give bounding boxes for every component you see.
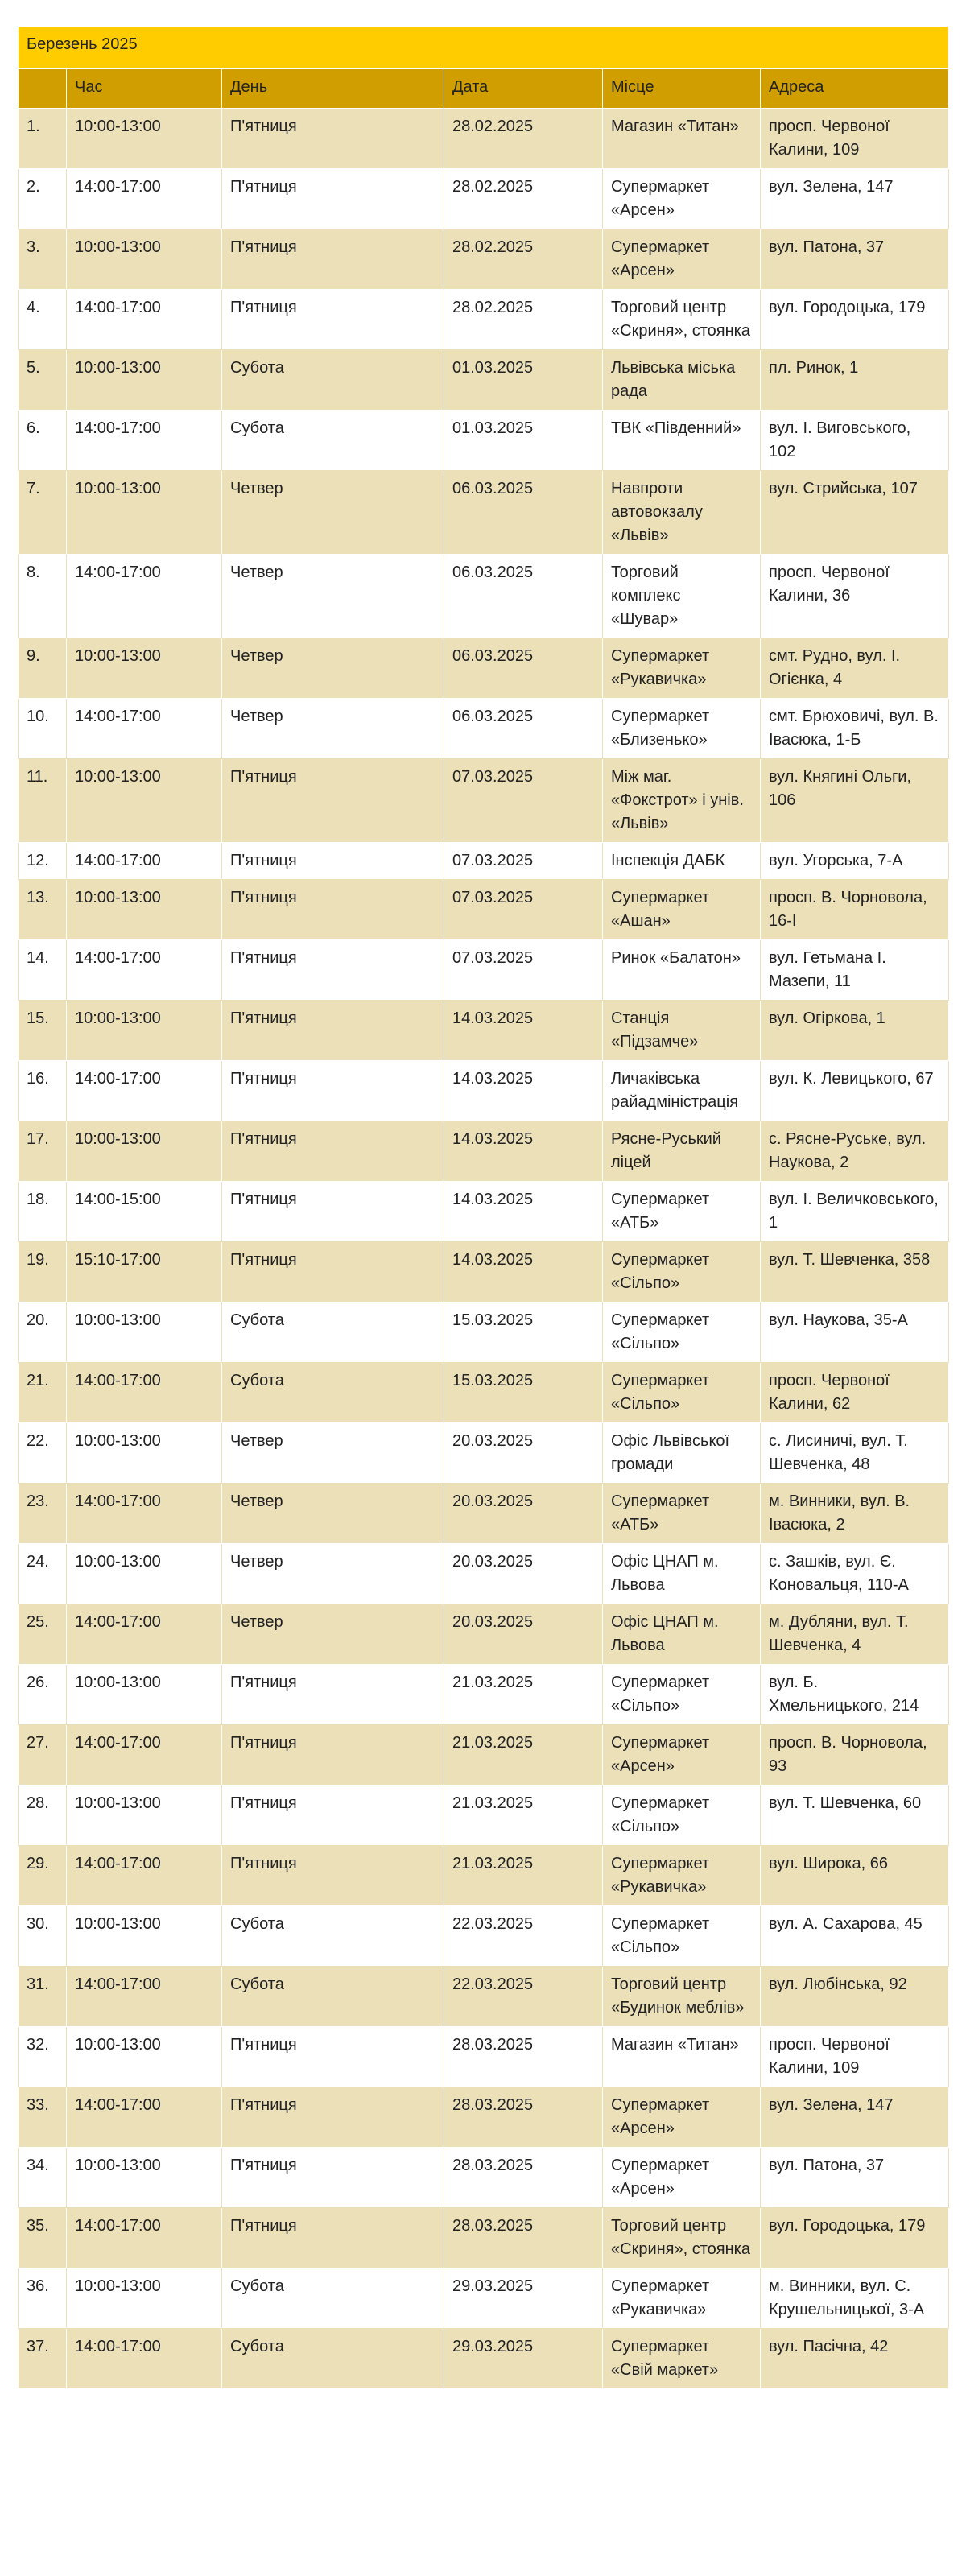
table-row xyxy=(19,1242,949,1302)
date-cell: 21.03.2025 xyxy=(444,1725,603,1785)
row-number-cell: 6. xyxy=(19,411,67,471)
table-row xyxy=(19,1785,949,1846)
place-cell: Магазин «Титан» xyxy=(603,109,761,169)
table-row xyxy=(19,1604,949,1665)
place-cell: Торговий центр «Скриня», стоянка xyxy=(603,2208,761,2268)
address-cell: просп. В. Чорновола, 93 xyxy=(761,1725,949,1785)
row-number-cell: 14. xyxy=(19,940,67,1001)
address-cell: смт. Рудно, вул. І. Огієнка, 4 xyxy=(761,638,949,699)
table-row xyxy=(19,1906,949,1967)
time-cell: 14:00-17:00 xyxy=(67,411,222,471)
address-cell: вул. Городоцька, 179 xyxy=(761,290,949,350)
place-cell: Магазин «Титан» xyxy=(603,2027,761,2087)
day-cell: Субота xyxy=(222,350,444,411)
time-cell: 14:00-17:00 xyxy=(67,169,222,229)
column-header-date: Дата xyxy=(444,69,603,109)
place-cell: Личаківська райадміністрація xyxy=(603,1061,761,1121)
date-cell: 06.03.2025 xyxy=(444,555,603,638)
address-cell: вул. Б. Хмельницького, 214 xyxy=(761,1665,949,1725)
address-cell: вул. Т. Шевченка, 60 xyxy=(761,1785,949,1846)
row-number-cell: 16. xyxy=(19,1061,67,1121)
date-cell: 01.03.2025 xyxy=(444,411,603,471)
day-cell: П'ятниця xyxy=(222,169,444,229)
row-number-cell: 33. xyxy=(19,2087,67,2148)
table-row xyxy=(19,2087,949,2148)
time-cell: 14:00-17:00 xyxy=(67,1967,222,2027)
place-cell: Супермаркет «Сільпо» xyxy=(603,1785,761,1846)
date-cell: 14.03.2025 xyxy=(444,1061,603,1121)
table-row xyxy=(19,1182,949,1242)
address-cell: просп. Червоної Калини, 36 xyxy=(761,555,949,638)
row-number-cell: 34. xyxy=(19,2148,67,2208)
row-number-cell: 5. xyxy=(19,350,67,411)
address-cell: вул. Огіркова, 1 xyxy=(761,1001,949,1061)
row-number-cell: 21. xyxy=(19,1363,67,1423)
place-cell: Офіс ЦНАП м. Львова xyxy=(603,1544,761,1604)
place-cell: Супермаркет «АТБ» xyxy=(603,1182,761,1242)
place-cell: Супермаркет «Сільпо» xyxy=(603,1363,761,1423)
place-cell: Торговий центр «Будинок меблів» xyxy=(603,1967,761,2027)
address-cell: смт. Брюховичі, вул. В. Івасюка, 1-Б xyxy=(761,699,949,759)
place-cell: Супермаркет «Сільпо» xyxy=(603,1302,761,1363)
day-cell: П'ятниця xyxy=(222,229,444,290)
date-cell: 07.03.2025 xyxy=(444,880,603,940)
time-cell: 10:00-13:00 xyxy=(67,1001,222,1061)
date-cell: 22.03.2025 xyxy=(444,1967,603,2027)
day-cell: П'ятниця xyxy=(222,880,444,940)
address-cell: вул. Стрийська, 107 xyxy=(761,471,949,555)
time-cell: 14:00-17:00 xyxy=(67,2329,222,2389)
table-row xyxy=(19,699,949,759)
date-cell: 06.03.2025 xyxy=(444,638,603,699)
row-number-cell: 35. xyxy=(19,2208,67,2268)
date-cell: 28.02.2025 xyxy=(444,169,603,229)
table-row xyxy=(19,1846,949,1906)
table-row xyxy=(19,1001,949,1061)
place-cell: Супермаркет «Арсен» xyxy=(603,169,761,229)
table-row xyxy=(19,411,949,471)
date-cell: 22.03.2025 xyxy=(444,1906,603,1967)
time-cell: 14:00-17:00 xyxy=(67,1604,222,1665)
row-number-cell: 12. xyxy=(19,843,67,880)
row-number-cell: 25. xyxy=(19,1604,67,1665)
date-cell: 20.03.2025 xyxy=(444,1423,603,1484)
day-cell: Субота xyxy=(222,2329,444,2389)
date-cell: 14.03.2025 xyxy=(444,1242,603,1302)
date-cell: 21.03.2025 xyxy=(444,1785,603,1846)
day-cell: П'ятниця xyxy=(222,290,444,350)
place-cell: Ринок «Балатон» xyxy=(603,940,761,1001)
row-number-cell: 3. xyxy=(19,229,67,290)
address-cell: вул. Наукова, 35-А xyxy=(761,1302,949,1363)
day-cell: Четвер xyxy=(222,1423,444,1484)
address-cell: с. Зашків, вул. Є. Коновальця, 110-А xyxy=(761,1544,949,1604)
time-cell: 14:00-17:00 xyxy=(67,2087,222,2148)
row-number-cell: 2. xyxy=(19,169,67,229)
time-cell: 14:00-17:00 xyxy=(67,1725,222,1785)
column-header-place: Місце xyxy=(603,69,761,109)
day-cell: Четвер xyxy=(222,1604,444,1665)
time-cell: 10:00-13:00 xyxy=(67,2268,222,2329)
time-cell: 14:00-17:00 xyxy=(67,1363,222,1423)
date-cell: 15.03.2025 xyxy=(444,1302,603,1363)
day-cell: Субота xyxy=(222,2268,444,2329)
time-cell: 10:00-13:00 xyxy=(67,109,222,169)
column-header-number xyxy=(19,69,67,109)
time-cell: 15:10-17:00 xyxy=(67,1242,222,1302)
time-cell: 10:00-13:00 xyxy=(67,2027,222,2087)
date-cell: 01.03.2025 xyxy=(444,350,603,411)
address-cell: с. Рясне-Руське, вул. Наукова, 2 xyxy=(761,1121,949,1182)
row-number-cell: 26. xyxy=(19,1665,67,1725)
table-header-row xyxy=(19,69,949,109)
table-row xyxy=(19,1363,949,1423)
time-cell: 14:00-17:00 xyxy=(67,290,222,350)
day-cell: П'ятниця xyxy=(222,1785,444,1846)
time-cell: 10:00-13:00 xyxy=(67,1302,222,1363)
day-cell: Субота xyxy=(222,1967,444,2027)
date-cell: 20.03.2025 xyxy=(444,1604,603,1665)
place-cell: Між маг. «Фокстрот» і унів. «Львів» xyxy=(603,759,761,843)
time-cell: 14:00-17:00 xyxy=(67,1061,222,1121)
column-header-day: День xyxy=(222,69,444,109)
address-cell: вул. Пасічна, 42 xyxy=(761,2329,949,2389)
address-cell: вул. Широка, 66 xyxy=(761,1846,949,1906)
time-cell: 14:00-15:00 xyxy=(67,1182,222,1242)
table-row xyxy=(19,843,949,880)
address-cell: вул. Городоцька, 179 xyxy=(761,2208,949,2268)
row-number-cell: 11. xyxy=(19,759,67,843)
day-cell: Субота xyxy=(222,1363,444,1423)
table-row xyxy=(19,638,949,699)
time-cell: 10:00-13:00 xyxy=(67,1544,222,1604)
day-cell: П'ятниця xyxy=(222,2148,444,2208)
address-cell: просп. В. Чорновола, 16-І xyxy=(761,880,949,940)
date-cell: 28.03.2025 xyxy=(444,2087,603,2148)
schedule-table xyxy=(18,26,949,2389)
row-number-cell: 17. xyxy=(19,1121,67,1182)
day-cell: П'ятниця xyxy=(222,2208,444,2268)
time-cell: 10:00-13:00 xyxy=(67,880,222,940)
time-cell: 10:00-13:00 xyxy=(67,1121,222,1182)
time-cell: 10:00-13:00 xyxy=(67,350,222,411)
place-cell: Офіс Львівської громади xyxy=(603,1423,761,1484)
time-cell: 10:00-13:00 xyxy=(67,1665,222,1725)
time-cell: 10:00-13:00 xyxy=(67,229,222,290)
place-cell: Львівська міська рада xyxy=(603,350,761,411)
row-number-cell: 4. xyxy=(19,290,67,350)
row-number-cell: 15. xyxy=(19,1001,67,1061)
day-cell: Четвер xyxy=(222,638,444,699)
row-number-cell: 23. xyxy=(19,1484,67,1544)
table-title-row xyxy=(19,27,949,69)
time-cell: 10:00-13:00 xyxy=(67,1906,222,1967)
place-cell: ТВК «Південний» xyxy=(603,411,761,471)
day-cell: П'ятниця xyxy=(222,1001,444,1061)
date-cell: 07.03.2025 xyxy=(444,940,603,1001)
row-number-cell: 29. xyxy=(19,1846,67,1906)
place-cell: Супермаркет «Арсен» xyxy=(603,2087,761,2148)
row-number-cell: 28. xyxy=(19,1785,67,1846)
column-header-time: Час xyxy=(67,69,222,109)
table-row xyxy=(19,1484,949,1544)
day-cell: Субота xyxy=(222,411,444,471)
date-cell: 20.03.2025 xyxy=(444,1544,603,1604)
time-cell: 14:00-17:00 xyxy=(67,1484,222,1544)
address-cell: вул. Зелена, 147 xyxy=(761,2087,949,2148)
address-cell: просп. Червоної Калини, 109 xyxy=(761,109,949,169)
place-cell: Торговий центр «Скриня», стоянка xyxy=(603,290,761,350)
address-cell: вул. К. Левицького, 67 xyxy=(761,1061,949,1121)
table-row xyxy=(19,1665,949,1725)
day-cell: П'ятниця xyxy=(222,1725,444,1785)
place-cell: Станція «Підзамче» xyxy=(603,1001,761,1061)
place-cell: Супермаркет «Ашан» xyxy=(603,880,761,940)
day-cell: П'ятниця xyxy=(222,940,444,1001)
day-cell: П'ятниця xyxy=(222,1665,444,1725)
date-cell: 28.03.2025 xyxy=(444,2027,603,2087)
date-cell: 28.02.2025 xyxy=(444,109,603,169)
place-cell: Рясне-Руський ліцей xyxy=(603,1121,761,1182)
date-cell: 14.03.2025 xyxy=(444,1182,603,1242)
date-cell: 15.03.2025 xyxy=(444,1363,603,1423)
time-cell: 14:00-17:00 xyxy=(67,699,222,759)
place-cell: Супермаркет «Сільпо» xyxy=(603,1242,761,1302)
table-title: Березень 2025 xyxy=(19,27,949,69)
date-cell: 28.03.2025 xyxy=(444,2208,603,2268)
time-cell: 10:00-13:00 xyxy=(67,471,222,555)
date-cell: 28.02.2025 xyxy=(444,290,603,350)
time-cell: 10:00-13:00 xyxy=(67,2148,222,2208)
place-cell: Інспекція ДАБК xyxy=(603,843,761,880)
date-cell: 28.03.2025 xyxy=(444,2148,603,2208)
column-header-address: Адреса xyxy=(761,69,949,109)
place-cell: Офіс ЦНАП м. Львова xyxy=(603,1604,761,1665)
place-cell: Супермаркет «Сільпо» xyxy=(603,1906,761,1967)
date-cell: 07.03.2025 xyxy=(444,759,603,843)
row-number-cell: 18. xyxy=(19,1182,67,1242)
day-cell: Субота xyxy=(222,1906,444,1967)
day-cell: П'ятниця xyxy=(222,759,444,843)
day-cell: Субота xyxy=(222,1302,444,1363)
place-cell: Супермаркет «Рукавичка» xyxy=(603,638,761,699)
day-cell: П'ятниця xyxy=(222,1121,444,1182)
day-cell: П'ятниця xyxy=(222,2027,444,2087)
place-cell: Супермаркет «Сільпо» xyxy=(603,1665,761,1725)
address-cell: с. Лисиничі, вул. Т. Шевченка, 48 xyxy=(761,1423,949,1484)
row-number-cell: 7. xyxy=(19,471,67,555)
place-cell: Супермаркет «Близенько» xyxy=(603,699,761,759)
table-row xyxy=(19,555,949,638)
time-cell: 14:00-17:00 xyxy=(67,843,222,880)
table-row xyxy=(19,759,949,843)
day-cell: Четвер xyxy=(222,1484,444,1544)
time-cell: 10:00-13:00 xyxy=(67,1423,222,1484)
row-number-cell: 20. xyxy=(19,1302,67,1363)
time-cell: 10:00-13:00 xyxy=(67,1785,222,1846)
table-row xyxy=(19,1544,949,1604)
table-row xyxy=(19,2329,949,2389)
day-cell: П'ятниця xyxy=(222,843,444,880)
date-cell: 28.02.2025 xyxy=(444,229,603,290)
table-row xyxy=(19,229,949,290)
row-number-cell: 32. xyxy=(19,2027,67,2087)
time-cell: 14:00-17:00 xyxy=(67,2208,222,2268)
row-number-cell: 37. xyxy=(19,2329,67,2389)
table-row xyxy=(19,2208,949,2268)
date-cell: 21.03.2025 xyxy=(444,1665,603,1725)
table-row xyxy=(19,2268,949,2329)
day-cell: П'ятниця xyxy=(222,2087,444,2148)
date-cell: 07.03.2025 xyxy=(444,843,603,880)
day-cell: П'ятниця xyxy=(222,1182,444,1242)
table-row xyxy=(19,1121,949,1182)
address-cell: вул. Зелена, 147 xyxy=(761,169,949,229)
address-cell: м. Винники, вул. С. Крушельницької, 3-А xyxy=(761,2268,949,2329)
day-cell: П'ятниця xyxy=(222,1061,444,1121)
place-cell: Супермаркет «Арсен» xyxy=(603,229,761,290)
place-cell: Супермаркет «Свій маркет» xyxy=(603,2329,761,2389)
address-cell: пл. Ринок, 1 xyxy=(761,350,949,411)
address-cell: вул. Т. Шевченка, 358 xyxy=(761,1242,949,1302)
table-row xyxy=(19,1725,949,1785)
row-number-cell: 22. xyxy=(19,1423,67,1484)
row-number-cell: 19. xyxy=(19,1242,67,1302)
table-row xyxy=(19,1967,949,2027)
row-number-cell: 9. xyxy=(19,638,67,699)
address-cell: м. Винники, вул. В. Івасюка, 2 xyxy=(761,1484,949,1544)
day-cell: Четвер xyxy=(222,699,444,759)
place-cell: Супермаркет «Арсен» xyxy=(603,2148,761,2208)
time-cell: 14:00-17:00 xyxy=(67,1846,222,1906)
address-cell: вул. Гетьмана І. Мазепи, 11 xyxy=(761,940,949,1001)
row-number-cell: 30. xyxy=(19,1906,67,1967)
row-number-cell: 24. xyxy=(19,1544,67,1604)
address-cell: просп. Червоної Калини, 62 xyxy=(761,1363,949,1423)
date-cell: 06.03.2025 xyxy=(444,699,603,759)
address-cell: вул. Патона, 37 xyxy=(761,229,949,290)
table-row xyxy=(19,350,949,411)
day-cell: П'ятниця xyxy=(222,109,444,169)
address-cell: вул. І. Величковського, 1 xyxy=(761,1182,949,1242)
date-cell: 14.03.2025 xyxy=(444,1001,603,1061)
address-cell: просп. Червоної Калини, 109 xyxy=(761,2027,949,2087)
address-cell: вул. А. Сахарова, 45 xyxy=(761,1906,949,1967)
address-cell: вул. Патона, 37 xyxy=(761,2148,949,2208)
date-cell: 06.03.2025 xyxy=(444,471,603,555)
address-cell: вул. Любінська, 92 xyxy=(761,1967,949,2027)
time-cell: 10:00-13:00 xyxy=(67,638,222,699)
place-cell: Супермаркет «Рукавичка» xyxy=(603,1846,761,1906)
day-cell: П'ятниця xyxy=(222,1846,444,1906)
day-cell: Четвер xyxy=(222,1544,444,1604)
row-number-cell: 8. xyxy=(19,555,67,638)
table-row xyxy=(19,1302,949,1363)
table-row xyxy=(19,2148,949,2208)
table-row xyxy=(19,1061,949,1121)
time-cell: 14:00-17:00 xyxy=(67,940,222,1001)
table-row xyxy=(19,2027,949,2087)
place-cell: Торговий комплекс «Шувар» xyxy=(603,555,761,638)
table-row xyxy=(19,471,949,555)
day-cell: Четвер xyxy=(222,555,444,638)
table-row xyxy=(19,940,949,1001)
table-row xyxy=(19,109,949,169)
day-cell: Четвер xyxy=(222,471,444,555)
row-number-cell: 13. xyxy=(19,880,67,940)
place-cell: Супермаркет «Арсен» xyxy=(603,1725,761,1785)
time-cell: 10:00-13:00 xyxy=(67,759,222,843)
time-cell: 14:00-17:00 xyxy=(67,555,222,638)
date-cell: 29.03.2025 xyxy=(444,2329,603,2389)
table-row xyxy=(19,169,949,229)
date-cell: 20.03.2025 xyxy=(444,1484,603,1544)
row-number-cell: 27. xyxy=(19,1725,67,1785)
place-cell: Супермаркет «Рукавичка» xyxy=(603,2268,761,2329)
table-row xyxy=(19,1423,949,1484)
date-cell: 21.03.2025 xyxy=(444,1846,603,1906)
address-cell: вул. І. Виговського, 102 xyxy=(761,411,949,471)
address-cell: вул. Угорська, 7-А xyxy=(761,843,949,880)
row-number-cell: 31. xyxy=(19,1967,67,2027)
row-number-cell: 36. xyxy=(19,2268,67,2329)
table-body xyxy=(19,109,949,2389)
date-cell: 14.03.2025 xyxy=(444,1121,603,1182)
address-cell: м. Дубляни, вул. Т. Шевченка, 4 xyxy=(761,1604,949,1665)
row-number-cell: 10. xyxy=(19,699,67,759)
date-cell: 29.03.2025 xyxy=(444,2268,603,2329)
table-row xyxy=(19,880,949,940)
row-number-cell: 1. xyxy=(19,109,67,169)
place-cell: Супермаркет «АТБ» xyxy=(603,1484,761,1544)
day-cell: П'ятниця xyxy=(222,1242,444,1302)
place-cell: Навпроти автовокзалу «Львів» xyxy=(603,471,761,555)
address-cell: вул. Княгині Ольги, 106 xyxy=(761,759,949,843)
table-row xyxy=(19,290,949,350)
